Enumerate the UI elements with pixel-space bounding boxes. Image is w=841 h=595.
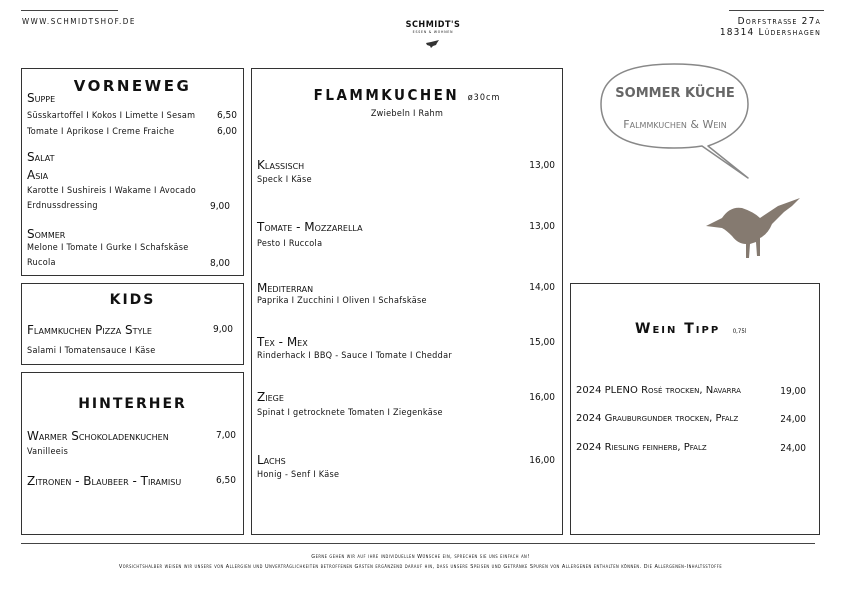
- suppe-item-2-desc: Tomate I Aprikose I Creme Fraiche: [27, 127, 175, 137]
- flammkuchen-item-2-price: 13,00: [529, 221, 555, 232]
- hinterher-title: HINTERHER: [78, 396, 187, 412]
- kids-title: KIDS: [109, 292, 156, 308]
- hinterher-item-2-price: 6,50: [215, 475, 236, 486]
- logo: [395, 20, 471, 53]
- flammkuchen-item-2-name: Tomate - Mozzarella: [257, 220, 363, 234]
- header-rule-right: [729, 10, 824, 11]
- flammkuchen-item-1-name: Klassisch: [257, 158, 305, 172]
- suppe-item-1-desc: Süsskartoffel I Kokos I Limette I Sesam: [27, 111, 196, 121]
- suppe-label: Suppe: [27, 91, 56, 105]
- footer-line-2: Vorsichtshalber weisen wir unsere von Allergien und Unverträglichkeiten betroffenen Gästen ergänzend darauf hin, dass unsere Speisen und Getränke Spuren von Allergenen enthalten können. Die Allergenen-Inhaltsstoffe: [118, 564, 723, 570]
- hinterher-item-1-name: Warmer Schokoladenkuchen: [27, 429, 169, 443]
- asia-desc-1: Karotte I Sushireis I Wakame I Avocado: [27, 186, 196, 196]
- hinterher-item-1-price: 7,00: [215, 430, 236, 441]
- kids-item-name: Flammkuchen Pizza Style: [27, 323, 152, 337]
- flammkuchen-item-6-price: 16,00: [529, 455, 555, 466]
- wein-volume: 0,75l: [732, 328, 747, 335]
- wein-item-3-price: 24,00: [780, 443, 806, 454]
- website-link[interactable]: WWW.SCHMIDTSHOF.DE: [22, 17, 136, 26]
- header-rule-left: [21, 10, 118, 11]
- footer-rule: [21, 543, 815, 544]
- wein-item-1-name: 2024 PLENO Rosé trocken, Navarra: [576, 385, 741, 396]
- logo-subtitle: ESSEN & WOHNEN: [412, 30, 454, 34]
- hinterher-item-2-name: Zitronen - Blaubeer - Tiramisu: [27, 474, 182, 488]
- flammkuchen-item-5-name: Ziege: [257, 390, 284, 404]
- sommer-price: 8,00: [209, 258, 230, 269]
- flammkuchen-item-6-name: Lachs: [257, 453, 286, 467]
- kids-item-price: 9,00: [212, 324, 233, 335]
- flammkuchen-size: ø30cm: [467, 93, 501, 103]
- flammkuchen-item-3-price: 14,00: [529, 282, 555, 293]
- wein-item-1-price: 19,00: [780, 386, 806, 397]
- address: [720, 16, 821, 38]
- flammkuchen-header: [251, 85, 563, 104]
- flammkuchen-item-4-desc: Rinderhack I BBQ - Sauce I Tomate I Cheddar: [257, 351, 452, 361]
- flammkuchen-item-5-desc: Spinat I getrocknete Tomaten I Ziegenkäse: [257, 408, 443, 418]
- suppe-item-1-price: 6,50: [216, 110, 237, 121]
- sommer-kueche-subtitle: Falmmkuchen & Wein: [623, 118, 727, 131]
- footer-line-1: Gerne gehen wir auf ihre individuellen Wünsche ein, sprechen sie uns einfach an!: [311, 554, 530, 560]
- flammkuchen-item-5-price: 16,00: [529, 392, 555, 403]
- asia-price: 9,00: [209, 201, 230, 212]
- wein-item-2-price: 24,00: [780, 414, 806, 425]
- flammkuchen-item-1-price: 13,00: [529, 160, 555, 171]
- wein-item-3-name: 2024 Riesling feinherb, Pfalz: [576, 442, 707, 453]
- wein-title: Wein Tipp: [635, 321, 721, 337]
- flammkuchen-item-4-price: 15,00: [529, 337, 555, 348]
- flammkuchen-base: Zwiebeln I Rahm: [370, 109, 444, 119]
- sommer-label: Sommer: [27, 227, 66, 241]
- vorneweg-title: VORNEWEG: [73, 77, 192, 95]
- kids-item-desc: Salami I Tomatensauce I Käse: [27, 346, 156, 356]
- flammkuchen-item-1-desc: Speck I Käse: [257, 175, 312, 185]
- sommer-desc-2: Rucola: [27, 258, 56, 268]
- wein-item-2-name: 2024 Grauburgunder trocken, Pfalz: [576, 413, 739, 424]
- wein-header: [635, 318, 746, 337]
- flammkuchen-item-3-desc: Paprika I Zucchini I Oliven I Schafskäse: [257, 296, 427, 306]
- bird-icon: [704, 196, 804, 260]
- hinterher-item-1-desc: Vanilleeis: [27, 447, 69, 457]
- asia-desc-2: Erdnussdressing: [27, 201, 98, 211]
- flammkuchen-item-3-name: Mediterran: [257, 281, 314, 295]
- suppe-item-2-price: 6,00: [216, 126, 237, 137]
- flammkuchen-item-4-name: Tex - Mex: [257, 335, 308, 349]
- asia-label: Asia: [27, 168, 49, 182]
- flammkuchen-item-6-desc: Honig - Senf I Käse: [257, 470, 340, 480]
- bird-logo-icon: [425, 39, 441, 49]
- logo-name: SCHMIDT'S: [405, 20, 461, 30]
- salat-label: Salat: [27, 150, 55, 164]
- address-street: Dorfstraße 27a: [737, 16, 821, 27]
- sommer-desc-1: Melone I Tomate I Gurke I Schafskäse: [27, 243, 189, 253]
- sommer-kueche-title: SOMMER KÜCHE: [615, 86, 735, 101]
- address-city: 18314 Lüdershagen: [719, 27, 821, 38]
- flammkuchen-item-2-desc: Pesto I Ruccola: [257, 239, 323, 249]
- flammkuchen-title: FLAMMKUCHEN: [313, 86, 460, 104]
